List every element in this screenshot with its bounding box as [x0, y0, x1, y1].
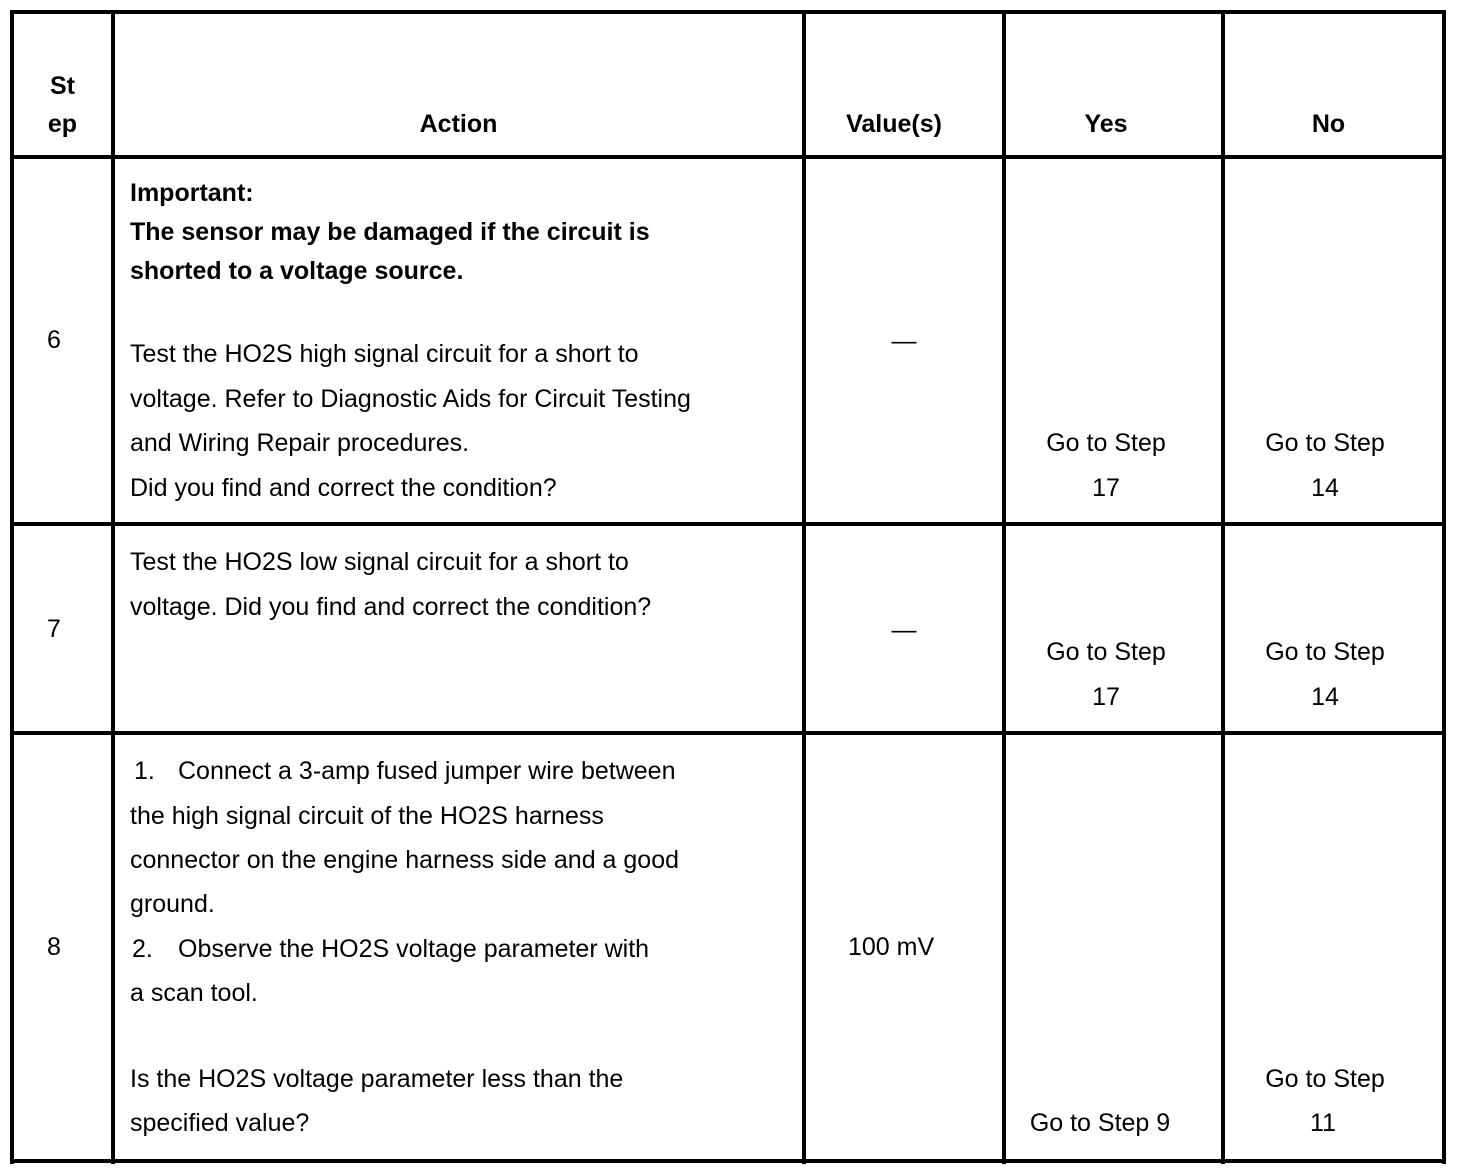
header-values: Value(s) [846, 110, 942, 138]
action-text-line: Test the HO2S high signal circuit for a short to [130, 340, 639, 368]
column-divider-action-values [802, 10, 806, 1164]
step-number: 6 [47, 326, 61, 354]
header-step-line1: St [50, 72, 75, 100]
row-divider-7-8 [10, 731, 1446, 735]
yes-step-number: 17 [1092, 683, 1120, 711]
action-text-line: ground. [130, 890, 215, 918]
header-action: Action [419, 110, 498, 138]
value-cell: — [891, 616, 917, 644]
yes-step-number: 17 [1092, 474, 1120, 502]
list-item-number: 1. [134, 757, 155, 785]
table-border-top [10, 10, 1446, 14]
step-number: 7 [47, 615, 61, 643]
yes-go-to-step: Go to Step [1046, 429, 1166, 457]
action-text-line: voltage. Refer to Diagnostic Aids for Circuit Testing [130, 385, 691, 413]
column-divider-yes-no [1221, 10, 1225, 1164]
no-step-number: 14 [1311, 683, 1339, 711]
action-text-line: a scan tool. [130, 979, 258, 1007]
header-bottom-border [10, 155, 1446, 159]
value-cell: 100 mV [848, 933, 935, 961]
list-item-number: 2. [132, 935, 153, 963]
important-note-line: The sensor may be damaged if the circuit is [130, 218, 650, 246]
column-divider-step-action [111, 10, 115, 1164]
action-text-line: specified value? [130, 1109, 310, 1137]
yes-go-to-step: Go to Step [1046, 638, 1166, 666]
important-label: Important: [130, 179, 254, 207]
action-text-line: the high signal circuit of the HO2S harness [130, 802, 604, 830]
value-cell: — [891, 327, 917, 355]
action-text-line: voltage. Did you find and correct the condition? [130, 593, 652, 621]
header-yes: Yes [1084, 110, 1128, 138]
action-text-line: Is the HO2S voltage parameter less than the [130, 1065, 624, 1093]
action-text-line: Test the HO2S low signal circuit for a short to [130, 548, 629, 576]
header-step-line2: ep [47, 110, 78, 138]
table-border-left [10, 10, 14, 1164]
column-divider-values-yes [1002, 10, 1006, 1164]
yes-go-to-step: Go to Step 9 [1029, 1109, 1171, 1137]
step-number: 8 [47, 933, 61, 961]
action-text-line: Observe the HO2S voltage parameter with [178, 935, 650, 963]
no-step-number: 11 [1310, 1109, 1336, 1137]
action-text-line: and Wiring Repair procedures. [130, 429, 470, 457]
action-text-line: Did you find and correct the condition? [130, 474, 557, 502]
no-go-to-step: Go to Step [1265, 638, 1385, 666]
no-step-number: 14 [1311, 474, 1339, 502]
no-go-to-step: Go to Step [1265, 429, 1385, 457]
header-no: No [1311, 110, 1346, 138]
row-divider-6-7 [10, 522, 1446, 526]
table-border-right [1442, 10, 1446, 1164]
action-text-line: connector on the engine harness side and a good [130, 846, 680, 874]
no-go-to-step: Go to Step [1265, 1065, 1385, 1093]
table-border-bottom [10, 1159, 1446, 1163]
action-text-line: Connect a 3-amp fused jumper wire between [178, 757, 676, 785]
important-note-line: shorted to a voltage source. [130, 257, 464, 285]
